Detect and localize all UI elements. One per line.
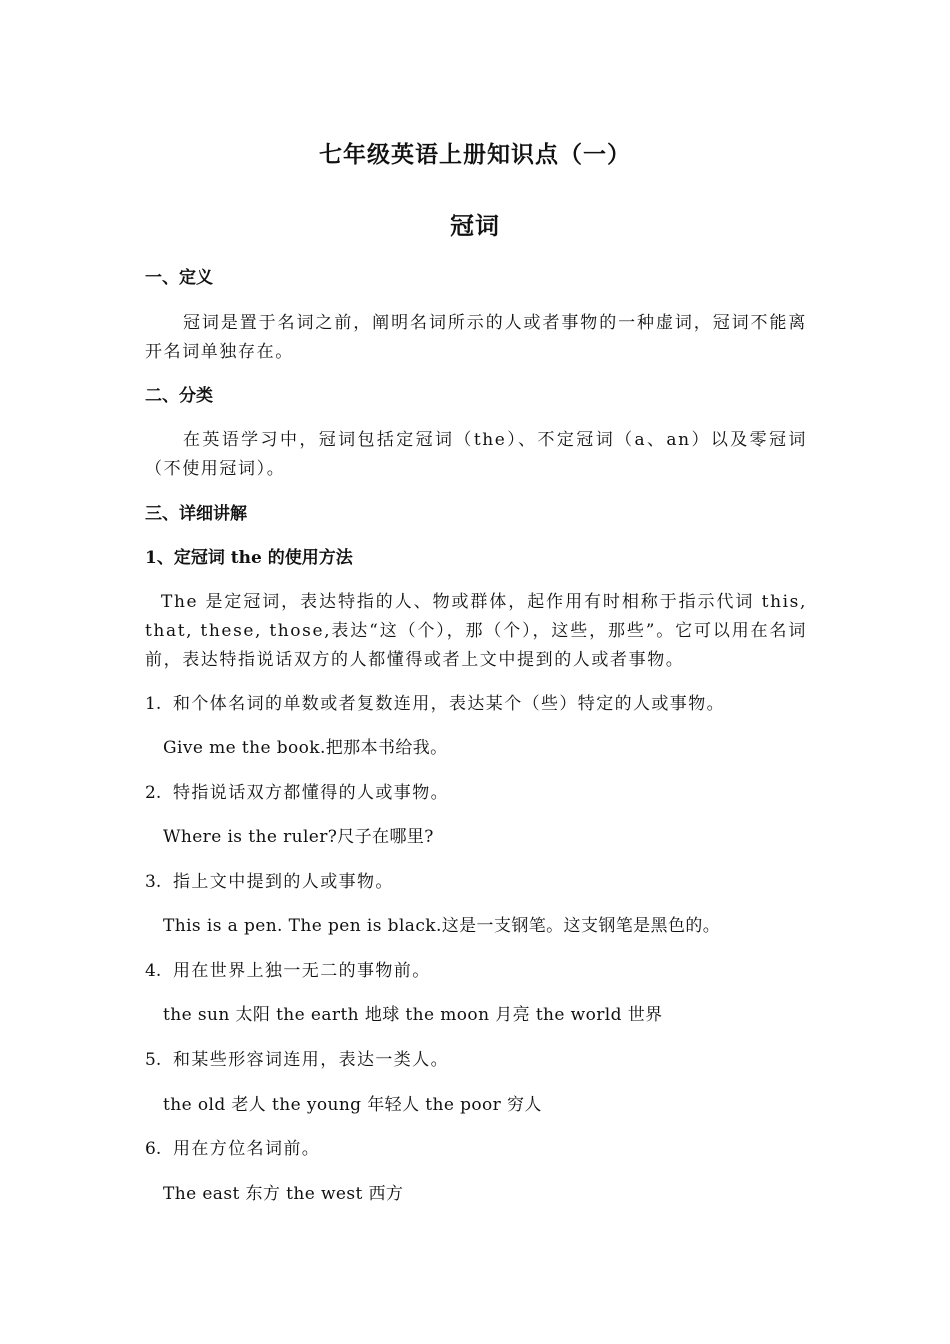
rule-text: 和某些形容词连用，表达一类人。: [173, 1050, 449, 1070]
classification-heading: 二、分类: [145, 386, 213, 406]
rule-text: 指上文中提到的人或事物。: [173, 872, 394, 892]
rule-example: the sun 太阳 the earth 地球 the moon 月亮 the world 世界: [163, 1005, 663, 1025]
rule-text: 和个体名词的单数或者复数连用，表达某个（些）特定的人或事物。: [173, 694, 725, 714]
rule-number: 1.: [145, 694, 162, 714]
rule-example: Give me the book.把那本书给我。: [163, 738, 448, 758]
rule-item: [145, 1135, 320, 1164]
rule-item: [145, 957, 431, 986]
rule-item: [145, 779, 449, 808]
rule-example: the old 老人 the young 年轻人 the poor 穷人: [163, 1095, 542, 1115]
rule-number: 3.: [145, 872, 162, 892]
definition-paragraph: 冠词是置于名词之前，阐明名词所示的人或者事物的一种虚词，冠词不能离开名词单独存在。: [145, 313, 807, 362]
rule-item: [145, 1046, 449, 1075]
definite-article-heading: 1、定冠词 the 的使用方法: [145, 548, 353, 568]
rule-number: 4.: [145, 961, 162, 981]
rule-number: 2.: [145, 783, 162, 803]
rule-text: 用在世界上独一无二的事物前。: [173, 961, 431, 981]
detail-heading: 三、详细讲解: [145, 504, 247, 524]
rule-example: The east 东方 the west 西方: [163, 1184, 404, 1204]
rule-item: [145, 690, 725, 719]
definite-article-intro: The 是定冠词，表达特指的人、物或群体，起作用有时相称于指示代词 this, that, these, those,表达“这（个），那（个），这些，那些”。它可以用在名词前，表达特指说话双方的人都懂得或者上文中提到的人或者事物。: [145, 592, 807, 670]
rule-text: 特指说话双方都懂得的人或事物。: [173, 783, 449, 803]
rule-example: Where is the ruler?尺子在哪里?: [163, 827, 434, 847]
page-subtitle: 冠词: [450, 211, 500, 240]
classification-paragraph: 在英语学习中，冠词包括定冠词（the）、不定冠词（a、an）以及零冠词（不使用冠词）。: [145, 430, 807, 479]
definition-heading: 一、定义: [145, 268, 213, 288]
rule-example: This is a pen. The pen is black.这是一支钢笔。这支钢笔是黑色的。: [163, 916, 721, 936]
rule-number: 6.: [145, 1139, 162, 1159]
page-title: 七年级英语上册知识点（一）: [319, 141, 631, 168]
rule-number: 5.: [145, 1050, 162, 1070]
rule-item: [145, 868, 394, 897]
rule-text: 用在方位名词前。: [173, 1139, 321, 1159]
